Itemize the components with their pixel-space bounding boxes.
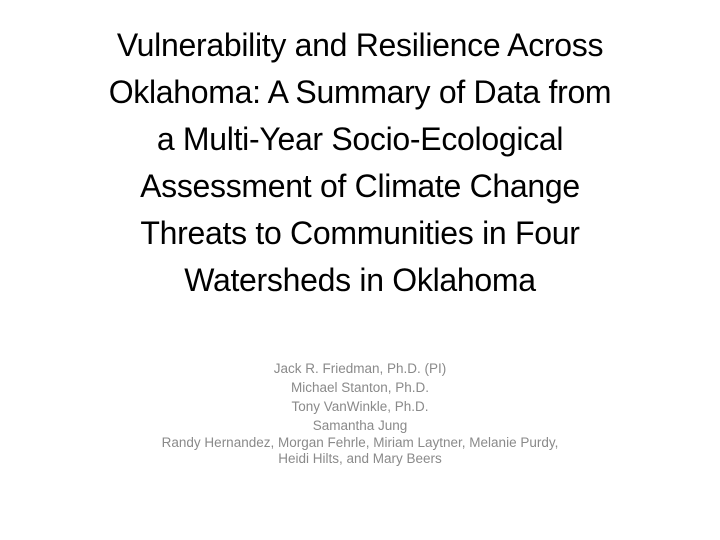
- author-line: Tony VanWinkle, Ph.D.: [291, 399, 429, 414]
- title-line: a Multi-Year Socio-Ecological: [156, 121, 564, 157]
- title-line: Assessment of Climate Change: [140, 168, 580, 204]
- author-line: Heidi Hilts, and Mary Beers: [278, 451, 442, 466]
- author-line-pi: Jack R. Friedman, Ph.D. (PI): [273, 361, 447, 376]
- slide-title: [54, 22, 666, 304]
- author-line: Michael Stanton, Ph.D.: [290, 380, 430, 395]
- author-line: Randy Hernandez, Morgan Fehrle, Miriam Laytner, Melanie Purdy,: [161, 435, 559, 450]
- title-line: Threats to Communities in Four: [140, 215, 580, 251]
- author-line: Samantha Jung: [312, 418, 408, 433]
- author-list: [54, 359, 666, 467]
- title-line: Vulnerability and Resilience Across: [116, 27, 604, 63]
- title-line: Oklahoma: A Summary of Data from: [108, 74, 612, 110]
- title-line: Watersheds in Oklahoma: [184, 262, 536, 298]
